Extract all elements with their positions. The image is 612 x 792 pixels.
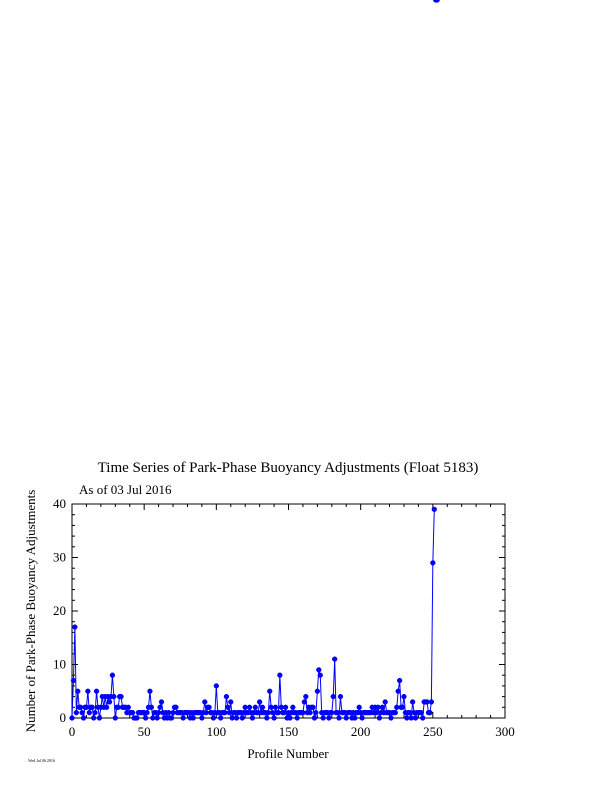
data-point-0-0 [70, 716, 75, 721]
data-point-0-213 [377, 716, 382, 721]
data-point-0-3 [74, 710, 79, 715]
data-point-0-30 [113, 716, 118, 721]
data-point-0-132 [260, 705, 265, 710]
data-point-0-168 [312, 716, 317, 721]
x-tick-label-100: 100 [206, 724, 227, 739]
data-point-0-15 [91, 716, 96, 721]
data-point-0-227 [397, 678, 402, 683]
data-point-0-248 [428, 710, 433, 715]
x-axis-ticks [72, 504, 505, 718]
data-point-0-90 [200, 716, 205, 721]
data-point-0-29 [111, 694, 116, 699]
data-point-0-59 [155, 716, 160, 721]
data-point-0-169 [314, 710, 319, 715]
series-layer [70, 0, 440, 720]
data-point-0-199 [357, 705, 362, 710]
data-point-0-69 [169, 716, 174, 721]
y-axis-ticks [72, 504, 505, 718]
data-point-0-162 [303, 694, 308, 699]
data-point-0-253 [435, 0, 440, 2]
x-axis-tick-labels [69, 724, 515, 739]
data-point-0-243 [420, 716, 425, 721]
data-point-0-4 [75, 689, 80, 694]
data-point-0-139 [270, 710, 275, 715]
data-point-0-2 [72, 625, 77, 630]
data-point-0-17 [94, 689, 99, 694]
data-point-0-42 [130, 710, 135, 715]
data-point-0-250 [430, 560, 435, 565]
data-point-0-100 [214, 684, 219, 689]
data-point-0-229 [400, 705, 405, 710]
data-point-0-130 [257, 700, 262, 705]
data-point-0-14 [90, 705, 95, 710]
data-point-0-172 [318, 673, 323, 678]
data-point-0-181 [331, 694, 336, 699]
data-point-0-108 [225, 705, 230, 710]
data-point-0-224 [393, 710, 398, 715]
data-point-0-151 [288, 716, 293, 721]
data-point-0-77 [181, 716, 186, 721]
data-point-0-114 [234, 716, 239, 721]
data-point-0-135 [264, 716, 269, 721]
data-point-0-8 [81, 716, 86, 721]
data-point-0-137 [267, 689, 272, 694]
data-point-0-55 [149, 705, 154, 710]
data-point-0-186 [338, 694, 343, 699]
data-point-0-12 [87, 710, 92, 715]
data-point-0-103 [218, 716, 223, 721]
data-point-0-143 [276, 710, 281, 715]
data-point-0-217 [383, 700, 388, 705]
data-point-0-144 [277, 673, 282, 678]
data-point-0-165 [308, 710, 313, 715]
y-tick-label-20: 20 [53, 603, 66, 618]
series-line-0 [72, 509, 434, 718]
data-point-0-190 [344, 716, 349, 721]
x-tick-label-150: 150 [278, 724, 299, 739]
x-tick-label-250: 250 [423, 724, 443, 739]
data-point-0-235 [409, 716, 414, 721]
x-tick-label-300: 300 [495, 724, 515, 739]
y-axis-label: Number of Park-Phase Buoyancy Adjustments [23, 489, 38, 733]
data-point-0-236 [410, 700, 415, 705]
data-point-0-127 [253, 705, 258, 710]
x-axis-label: Profile Number [247, 746, 329, 761]
data-point-0-118 [240, 716, 245, 721]
chart-title: Time Series of Park-Phase Buoyancy Adjustments (Float 5183) [97, 460, 479, 476]
data-point-0-170 [315, 689, 320, 694]
data-point-0-110 [228, 700, 233, 705]
data-point-0-61 [158, 705, 163, 710]
data-point-0-16 [93, 710, 98, 715]
data-point-0-212 [376, 705, 381, 710]
data-point-0-230 [402, 694, 407, 699]
data-point-0-19 [97, 716, 102, 721]
data-point-0-182 [332, 657, 337, 662]
data-point-0-24 [104, 705, 109, 710]
data-point-0-39 [126, 705, 131, 710]
data-point-0-174 [321, 716, 326, 721]
data-point-0-238 [413, 716, 418, 721]
data-point-0-28 [110, 673, 115, 678]
data-point-0-221 [389, 716, 394, 721]
data-point-0-98 [211, 716, 216, 721]
footer-note: Wed Jul 06 2016 [28, 758, 55, 763]
y-tick-label-30: 30 [53, 549, 66, 565]
data-point-0-161 [302, 700, 307, 705]
data-point-0-51 [143, 716, 148, 721]
data-point-0-178 [327, 716, 332, 721]
data-point-0-95 [207, 705, 212, 710]
data-point-0-138 [269, 705, 274, 710]
data-point-0-107 [224, 694, 229, 699]
data-point-0-160 [301, 710, 306, 715]
data-point-0-251 [432, 507, 437, 512]
data-point-0-7 [80, 710, 85, 715]
data-point-0-156 [295, 716, 300, 721]
data-point-0-26 [107, 700, 112, 705]
data-point-0-84 [191, 716, 196, 721]
data-point-0-180 [329, 710, 334, 715]
data-point-0-10 [84, 705, 89, 710]
y-tick-label-0: 0 [59, 710, 66, 725]
data-point-0-141 [273, 705, 278, 710]
x-tick-label-50: 50 [137, 724, 151, 739]
data-point-0-185 [337, 716, 342, 721]
data-point-0-45 [135, 716, 140, 721]
plot-frame [72, 504, 505, 718]
data-point-0-215 [380, 705, 385, 710]
data-point-0-140 [272, 716, 277, 721]
data-point-0-72 [174, 705, 179, 710]
x-tick-label-200: 200 [350, 724, 371, 739]
data-point-0-123 [247, 705, 252, 710]
data-point-0-11 [85, 689, 90, 694]
data-point-0-1 [71, 678, 76, 683]
data-point-0-153 [290, 705, 295, 710]
chart-subtitle: As of 03 Jul 2016 [79, 482, 172, 497]
data-point-0-52 [145, 710, 150, 715]
data-point-0-201 [360, 716, 365, 721]
data-point-0-62 [159, 700, 164, 705]
data-point-0-167 [311, 705, 316, 710]
data-point-0-34 [119, 694, 124, 699]
y-axis-tick-labels [53, 496, 66, 725]
data-point-0-234 [407, 710, 412, 715]
data-point-0-246 [425, 700, 430, 705]
x-tick-label-0: 0 [68, 724, 76, 739]
data-point-0-54 [148, 689, 153, 694]
data-point-0-92 [202, 700, 207, 705]
data-point-0-148 [283, 705, 288, 710]
data-point-0-171 [316, 667, 321, 672]
y-tick-label-40: 40 [53, 496, 66, 511]
data-point-0-196 [352, 716, 357, 721]
data-point-0-125 [250, 716, 255, 721]
data-point-0-242 [419, 710, 424, 715]
y-tick-label-10: 10 [53, 656, 66, 672]
data-point-0-226 [396, 689, 401, 694]
data-point-0-249 [429, 700, 434, 705]
